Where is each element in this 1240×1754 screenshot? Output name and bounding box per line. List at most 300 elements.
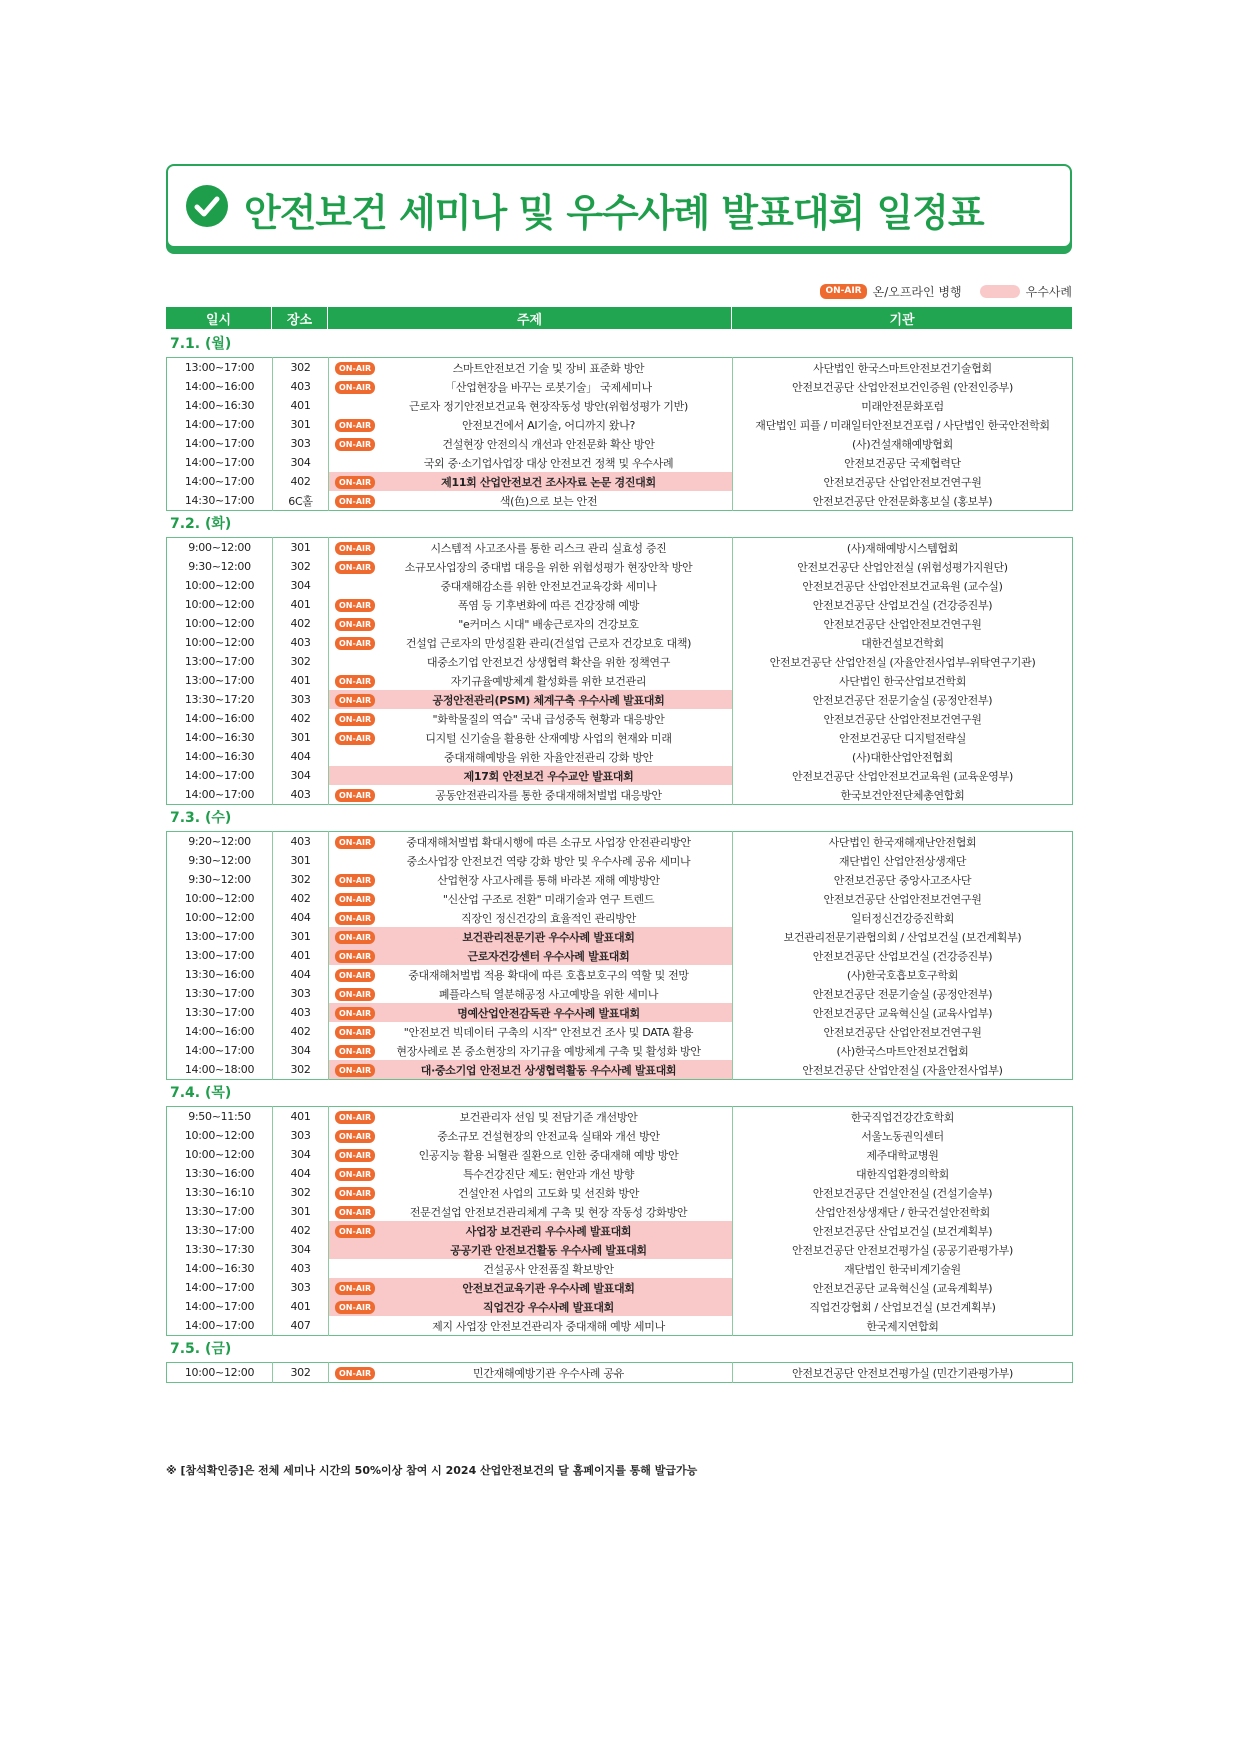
topic-cell <box>329 434 733 453</box>
topic-text: 중대재해감소를 위한 안전보건교육강화 세미나 <box>440 579 657 593</box>
onair-badge: ON-AIR <box>335 836 375 849</box>
time-cell: 14:00~16:00 <box>167 1022 273 1041</box>
org-cell: 안전보건공단 산업안전보건연구원 <box>823 475 982 489</box>
place-cell: 301 <box>273 538 329 558</box>
time-cell: 10:00~12:00 <box>167 1363 273 1383</box>
table-row <box>167 1022 1073 1041</box>
table-row <box>167 472 1073 491</box>
topic-text: "화학물질의 역습" 국내 급성중독 현황과 대응방안 <box>432 712 665 726</box>
table-row <box>167 927 1073 946</box>
onair-badge: ON-AIR <box>335 637 375 650</box>
table-row <box>167 614 1073 633</box>
table-row <box>167 633 1073 652</box>
place-cell: 402 <box>273 472 329 491</box>
topic-cell <box>329 453 733 472</box>
topic-text: 보건관리자 선임 및 전담기준 개선방안 <box>459 1110 638 1124</box>
org-cell: (사)한국호흡보호구학회 <box>846 968 959 982</box>
topic-text: 건설안전 사업의 고도화 및 선진화 방안 <box>457 1186 640 1200</box>
topic-cell <box>329 538 733 558</box>
place-cell: 301 <box>273 415 329 434</box>
title-box <box>166 164 1072 248</box>
place-cell: 402 <box>273 709 329 728</box>
day-heading: 7.2. (화) <box>170 516 232 532</box>
header-date: 일시 <box>166 307 272 329</box>
org-cell: (사)건설재해예방협회 <box>852 437 953 451</box>
topic-cell <box>329 946 733 965</box>
table-header <box>166 307 1072 329</box>
topic-cell <box>329 491 733 511</box>
topic-cell <box>329 1022 733 1041</box>
org-cell: 안전보건공단 산업보건실 (보건계획부) <box>812 1224 993 1238</box>
day-heading: 7.1. (월) <box>170 336 232 352</box>
topic-cell <box>329 595 733 614</box>
topic-text: "e커머스 시대" 배송근로자의 건강보호 <box>458 617 639 631</box>
onair-badge: ON-AIR <box>335 381 375 394</box>
place-cell: 303 <box>273 984 329 1003</box>
org-cell: 안전보건공단 산업안전보건교육원 (교육운영부) <box>792 769 1013 783</box>
table-row <box>167 1259 1073 1278</box>
onair-badge: ON-AIR <box>335 362 375 375</box>
table-row <box>167 1126 1073 1145</box>
time-cell: 10:00~12:00 <box>167 908 273 927</box>
time-cell: 14:00~17:00 <box>167 1297 273 1316</box>
schedule-table <box>166 357 1073 511</box>
place-cell: 304 <box>273 1145 329 1164</box>
time-cell: 14:00~17:00 <box>167 1316 273 1336</box>
org-cell: (사)한국스마트안전보건협회 <box>836 1044 969 1058</box>
topic-text: 중대재해처벌법 적용 확대에 따른 호흡보호구의 역할 및 전망 <box>408 968 689 982</box>
place-cell: 302 <box>273 1363 329 1383</box>
time-cell: 10:00~12:00 <box>167 576 273 595</box>
table-row <box>167 747 1073 766</box>
onair-badge: ON-AIR <box>335 893 375 906</box>
org-cell: 안전보건공단 디지털전략실 <box>838 731 967 745</box>
place-cell: 302 <box>273 870 329 889</box>
org-cell: 제주대학교병원 <box>866 1148 939 1162</box>
onair-badge: ON-AIR <box>335 1282 375 1295</box>
topic-text: 안전보건교육기관 우수사례 발표대회 <box>462 1281 635 1295</box>
org-cell: 사단법인 한국재해재난안전협회 <box>828 835 977 849</box>
onair-badge: ON-AIR <box>335 1168 375 1181</box>
place-cell: 404 <box>273 908 329 927</box>
time-cell: 13:00~17:00 <box>167 358 273 378</box>
org-cell: 안전보건공단 산업안전보건연구원 <box>823 712 982 726</box>
table-row <box>167 671 1073 690</box>
table-row <box>167 1041 1073 1060</box>
topic-text: 대·중소기업 안전보건 상생협력활동 우수사례 발표대회 <box>420 1063 677 1077</box>
org-cell: 안전보건공단 산업안전보건연구원 <box>823 892 982 906</box>
onair-badge: ON-AIR <box>335 1367 375 1380</box>
table-row <box>167 984 1073 1003</box>
place-cell: 304 <box>273 453 329 472</box>
topic-text: 건설공사 안전품질 확보방안 <box>483 1262 614 1276</box>
onair-badge: ON-AIR <box>335 789 375 802</box>
time-cell: 13:00~17:00 <box>167 671 273 690</box>
topic-cell <box>329 1221 733 1240</box>
topic-cell <box>329 1297 733 1316</box>
onair-badge: ON-AIR <box>335 419 375 432</box>
org-cell: 안전보건공단 산업안전실 (자율안전사업부) <box>802 1063 1003 1077</box>
org-cell: 한국제지연합회 <box>866 1319 939 1333</box>
highlight-swatch <box>980 285 1020 298</box>
place-cell: 303 <box>273 1126 329 1145</box>
onair-badge: ON-AIR <box>335 561 375 574</box>
topic-text: 직업건강 우수사례 발표대회 <box>483 1300 614 1314</box>
day-heading: 7.3. (수) <box>170 810 232 826</box>
time-cell: 14:00~17:00 <box>167 434 273 453</box>
topic-text: 색(色)으로 보는 안전 <box>499 494 598 508</box>
place-cell: 404 <box>273 1164 329 1183</box>
onair-badge: ON-AIR <box>335 988 375 1001</box>
topic-cell <box>329 709 733 728</box>
legend-highlight-label: 우수사례 <box>1025 285 1072 299</box>
table-row <box>167 1278 1073 1297</box>
org-cell: 서울노동권익센터 <box>861 1129 944 1143</box>
onair-badge: ON-AIR <box>335 931 375 944</box>
topic-text: 인공지능 활용 뇌혈관 질환으로 인한 중대재해 예방 방안 <box>418 1148 679 1162</box>
topic-text: 제11회 산업안전보건 조사자료 논문 경진대회 <box>441 475 656 489</box>
time-cell: 14:00~16:30 <box>167 396 273 415</box>
org-cell: 안전보건공단 산업안전실 (위험성평가지원단) <box>797 560 1008 574</box>
topic-text: 중대재해예방을 위한 자율안전관리 강화 방안 <box>444 750 653 764</box>
topic-cell <box>329 766 733 785</box>
table-row <box>167 453 1073 472</box>
time-cell: 9:50~11:50 <box>167 1107 273 1127</box>
onair-badge: ON-AIR <box>335 495 375 508</box>
table-row <box>167 557 1073 576</box>
place-cell: 302 <box>273 1060 329 1080</box>
place-cell: 401 <box>273 946 329 965</box>
time-cell: 13:30~16:00 <box>167 965 273 984</box>
page-title: 안전보건 세미나 및 우수사례 발표대회 일정표 <box>244 191 984 235</box>
table-row <box>167 1316 1073 1336</box>
place-cell: 303 <box>273 1278 329 1297</box>
table-row <box>167 377 1073 396</box>
topic-cell <box>329 1259 733 1278</box>
onair-badge: ON-AIR <box>335 438 375 451</box>
place-cell: 402 <box>273 889 329 908</box>
topic-text: 보건관리전문기관 우수사례 발표대회 <box>462 930 635 944</box>
onair-badge: ON-AIR <box>335 1301 375 1314</box>
onair-badge: ON-AIR <box>335 713 375 726</box>
table-row <box>167 1145 1073 1164</box>
time-cell: 10:00~12:00 <box>167 1126 273 1145</box>
org-cell: 안전보건공단 안전문화홍보실 (홍보부) <box>812 494 993 508</box>
place-cell: 303 <box>273 434 329 453</box>
topic-text: 산업현장 사고사례를 통해 바라본 재해 예방방안 <box>437 873 660 887</box>
place-cell: 304 <box>273 1240 329 1259</box>
onair-badge: ON-AIR <box>335 1064 375 1077</box>
table-row <box>167 870 1073 889</box>
table-row <box>167 1363 1073 1383</box>
org-cell: 안전보건공단 전문기술실 (공정안전부) <box>812 987 993 1001</box>
topic-text: 「산업현장을 바꾸는 로봇기술」 국제세미나 <box>445 380 652 394</box>
place-cell: 401 <box>273 671 329 690</box>
place-cell: 403 <box>273 633 329 652</box>
topic-cell <box>329 908 733 927</box>
topic-text: "안전보건 빅데이터 구축의 시작" 안전보건 조사 및 DATA 활용 <box>403 1025 694 1039</box>
schedule-table <box>166 537 1073 805</box>
org-cell: 미래안전문화포럼 <box>861 399 944 413</box>
topic-cell <box>329 1316 733 1336</box>
legend-onair-label: 온/오프라인 병행 <box>872 285 962 299</box>
place-cell: 304 <box>273 766 329 785</box>
topic-text: 스마트안전보건 기술 및 장비 표준화 방안 <box>452 361 645 375</box>
place-cell: 404 <box>273 747 329 766</box>
place-cell: 301 <box>273 1202 329 1221</box>
topic-cell <box>329 1183 733 1202</box>
table-row <box>167 1221 1073 1240</box>
day-heading: 7.4. (목) <box>170 1085 232 1101</box>
time-cell: 13:00~17:00 <box>167 946 273 965</box>
place-cell: 302 <box>273 358 329 378</box>
onair-badge: ON-AIR <box>335 912 375 925</box>
org-cell: 안전보건공단 안전보건평가실 (민간기관평가부) <box>792 1366 1013 1380</box>
place-cell: 407 <box>273 1316 329 1336</box>
day-heading: 7.5. (금) <box>170 1341 232 1357</box>
topic-text: 중소규모 건설현장의 안전교육 실태와 개선 방안 <box>437 1129 660 1143</box>
table-row <box>167 889 1073 908</box>
time-cell: 14:00~16:30 <box>167 1259 273 1278</box>
time-cell: 14:00~17:00 <box>167 1278 273 1297</box>
time-cell: 14:00~16:30 <box>167 728 273 747</box>
time-cell: 14:00~18:00 <box>167 1060 273 1080</box>
org-cell: (사)대한산업안전협회 <box>852 750 953 764</box>
table-row <box>167 1164 1073 1183</box>
org-cell: 일터정신건강증진학회 <box>850 911 955 925</box>
org-cell: 안전보건공단 건설안전실 (건설기술부) <box>812 1186 993 1200</box>
org-cell: 안전보건공단 산업안전실 (자율안전사업부-위탁연구기관) <box>769 655 1036 669</box>
onair-badge: ON-AIR <box>335 618 375 631</box>
topic-cell <box>329 870 733 889</box>
time-cell: 9:30~12:00 <box>167 851 273 870</box>
place-cell: 304 <box>273 1041 329 1060</box>
place-cell: 401 <box>273 396 329 415</box>
legend <box>820 283 1072 300</box>
org-cell: 재단법인 산업안전상생재단 <box>838 854 967 868</box>
topic-cell <box>329 1164 733 1183</box>
onair-badge: ON-AIR <box>335 874 375 887</box>
onair-badge: ON-AIR <box>335 1225 375 1238</box>
topic-cell <box>329 984 733 1003</box>
topic-cell <box>329 576 733 595</box>
time-cell: 9:20~12:00 <box>167 832 273 852</box>
onair-badge: ON-AIR <box>335 476 375 489</box>
topic-cell <box>329 965 733 984</box>
table-row <box>167 1060 1073 1080</box>
place-cell: 402 <box>273 614 329 633</box>
topic-cell <box>329 358 733 378</box>
schedule-sections <box>166 331 1072 1383</box>
topic-text: 제지 사업장 안전보건관리자 중대재해 예방 세미나 <box>432 1319 665 1333</box>
topic-text: 폭염 등 기후변화에 따른 건강장해 예방 <box>457 598 640 612</box>
place-cell: 402 <box>273 1221 329 1240</box>
place-cell: 6C홀 <box>273 491 329 511</box>
place-cell: 403 <box>273 785 329 805</box>
time-cell: 14:00~17:00 <box>167 453 273 472</box>
onair-badge: ON-AIR <box>335 950 375 963</box>
time-cell: 13:30~16:00 <box>167 1164 273 1183</box>
time-cell: 13:30~16:10 <box>167 1183 273 1202</box>
onair-badge: ON-AIR <box>335 1130 375 1143</box>
org-cell: 안전보건공단 산업안전보건연구원 <box>823 1025 982 1039</box>
schedule-table <box>166 831 1073 1080</box>
place-cell: 404 <box>273 965 329 984</box>
place-cell: 302 <box>273 557 329 576</box>
header-topic: 주제 <box>328 307 732 329</box>
time-cell: 13:30~17:00 <box>167 1202 273 1221</box>
topic-cell <box>329 851 733 870</box>
org-cell: (사)재해예방시스템협회 <box>846 541 959 555</box>
table-row <box>167 946 1073 965</box>
onair-badge: ON-AIR <box>335 1206 375 1219</box>
table-row <box>167 595 1073 614</box>
table-row <box>167 851 1073 870</box>
topic-cell <box>329 1041 733 1060</box>
topic-cell <box>329 1202 733 1221</box>
topic-cell <box>329 1003 733 1022</box>
table-row <box>167 1107 1073 1127</box>
org-cell: 재단법인 한국비계기술원 <box>844 1262 961 1276</box>
topic-text: 중대재해처벌법 확대시행에 따른 소규모 사업장 안전관리방안 <box>406 835 691 849</box>
org-cell: 안전보건공단 산업안전보건연구원 <box>823 617 982 631</box>
org-cell: 대한직업환경의학회 <box>856 1167 949 1181</box>
org-cell: 사단법인 한국산업보건학회 <box>838 674 967 688</box>
place-cell: 301 <box>273 927 329 946</box>
topic-text: 자기규율예방체계 활성화를 위한 보건관리 <box>450 674 647 688</box>
time-cell: 13:00~17:00 <box>167 652 273 671</box>
topic-cell <box>329 889 733 908</box>
onair-badge: ON-AIR <box>335 1149 375 1162</box>
time-cell: 9:30~12:00 <box>167 557 273 576</box>
place-cell: 403 <box>273 1003 329 1022</box>
place-cell: 402 <box>273 1022 329 1041</box>
topic-cell <box>329 396 733 415</box>
place-cell: 301 <box>273 728 329 747</box>
time-cell: 9:30~12:00 <box>167 870 273 889</box>
time-cell: 13:00~17:00 <box>167 927 273 946</box>
topic-cell <box>329 747 733 766</box>
check-circle-icon <box>186 185 228 227</box>
time-cell: 10:00~12:00 <box>167 889 273 908</box>
topic-cell <box>329 832 733 852</box>
topic-text: 근로자 정기안전보건교육 현장작동성 방안(위험성평가 기반) <box>409 399 688 413</box>
time-cell: 10:00~12:00 <box>167 633 273 652</box>
table-row <box>167 538 1073 558</box>
footnote: ※ [참석확인증]은 전체 세미나 시간의 50%이상 참여 시 2024 산업안전보건의 달 홈페이지를 통해 발급가능 <box>166 1464 698 1477</box>
org-cell: 안전보건공단 교육혁신실 (교육계획부) <box>812 1281 993 1295</box>
place-cell: 302 <box>273 1183 329 1202</box>
onair-badge: ON-AIR <box>335 1187 375 1200</box>
table-row <box>167 1202 1073 1221</box>
time-cell: 10:00~12:00 <box>167 1145 273 1164</box>
time-cell: 14:00~16:30 <box>167 747 273 766</box>
topic-text: 디지털 신기술을 활용한 산재예방 사업의 현재와 미래 <box>425 731 672 745</box>
topic-text: 소규모사업장의 중대법 대응을 위한 위험성평가 현장안착 방안 <box>404 560 693 574</box>
time-cell: 14:00~17:00 <box>167 415 273 434</box>
org-cell: 안전보건공단 산업보건실 (건강증진부) <box>812 949 993 963</box>
topic-text: 폐플라스틱 열분해공정 사고예방을 위한 세미나 <box>438 987 659 1001</box>
topic-cell <box>329 1145 733 1164</box>
place-cell: 303 <box>273 690 329 709</box>
time-cell: 14:00~17:00 <box>167 785 273 805</box>
onair-badge: ON-AIR <box>335 969 375 982</box>
table-row <box>167 1003 1073 1022</box>
onair-badge: ON-AIR <box>335 732 375 745</box>
org-cell: 한국직업건강간호학회 <box>850 1110 955 1124</box>
time-cell: 13:30~17:20 <box>167 690 273 709</box>
onair-badge: ON-AIR <box>335 1111 375 1124</box>
table-row <box>167 1240 1073 1259</box>
time-cell: 14:00~17:00 <box>167 472 273 491</box>
table-row <box>167 709 1073 728</box>
org-cell: 안전보건공단 산업안전보건인증원 (안전인증부) <box>792 380 1013 394</box>
topic-cell <box>329 1363 733 1383</box>
topic-text: 공공기관 안전보건활동 우수사례 발표대회 <box>450 1243 647 1257</box>
place-cell: 403 <box>273 377 329 396</box>
topic-text: 중소사업장 안전보건 역량 강화 방안 및 우수사례 공유 세미나 <box>406 854 691 868</box>
topic-text: 건설현장 안전의식 개선과 안전문화 확산 방안 <box>442 437 655 451</box>
table-row <box>167 785 1073 805</box>
table-row <box>167 908 1073 927</box>
time-cell: 14:00~17:00 <box>167 1041 273 1060</box>
topic-cell <box>329 377 733 396</box>
topic-cell <box>329 1278 733 1297</box>
topic-text: 공동안전관리자를 통한 중대재해처벌법 대응방안 <box>435 788 662 802</box>
topic-cell <box>329 614 733 633</box>
table-row <box>167 491 1073 511</box>
org-cell: 안전보건공단 국제협력단 <box>844 456 961 470</box>
place-cell: 401 <box>273 1107 329 1127</box>
onair-badge: ON-AIR <box>335 694 375 707</box>
org-cell: 안전보건공단 산업보건실 (건강증진부) <box>812 598 993 612</box>
time-cell: 13:30~17:00 <box>167 984 273 1003</box>
place-cell: 401 <box>273 1297 329 1316</box>
topic-cell <box>329 472 733 491</box>
topic-text: 시스템적 사고조사를 통한 리스크 관리 실효성 증진 <box>430 541 667 555</box>
time-cell: 13:30~17:00 <box>167 1221 273 1240</box>
time-cell: 14:30~17:00 <box>167 491 273 511</box>
onair-badge: ON-AIR <box>335 599 375 612</box>
onair-badge: ON-AIR <box>335 542 375 555</box>
place-cell: 401 <box>273 595 329 614</box>
time-cell: 14:00~16:00 <box>167 709 273 728</box>
schedule-table <box>166 1362 1073 1383</box>
topic-text: 제17회 안전보건 우수교안 발표대회 <box>463 769 634 783</box>
topic-text: 전문건설업 안전보건관리체계 구축 및 현장 작동성 강화방안 <box>409 1205 688 1219</box>
schedule-table <box>166 1106 1073 1336</box>
topic-text: 명예산업안전감독관 우수사례 발표대회 <box>457 1006 640 1020</box>
topic-text: 민간재해예방기관 우수사례 공유 <box>473 1366 624 1380</box>
table-row <box>167 415 1073 434</box>
org-cell: 안전보건공단 중앙사고조사단 <box>833 873 972 887</box>
table-row <box>167 576 1073 595</box>
time-cell: 10:00~12:00 <box>167 614 273 633</box>
topic-text: "신산업 구조로 전환" 미래기술과 연구 트렌드 <box>442 892 655 906</box>
org-cell: 보건관리전문기관협의회 / 산업보건실 (보건계획부) <box>783 930 1022 944</box>
org-cell: 재단법인 피플 / 미래일터안전보건포럼 / 사단법인 한국안전학회 <box>755 418 1050 432</box>
time-cell: 9:00~12:00 <box>167 538 273 558</box>
topic-text: 안전보건에서 AI기술, 어디까지 왔나? <box>461 418 636 432</box>
place-cell: 301 <box>273 851 329 870</box>
org-cell: 직업건강협회 / 산업보건실 (보건계획부) <box>809 1300 996 1314</box>
topic-cell <box>329 785 733 805</box>
org-cell: 안전보건공단 산업안전보건교육원 (교수실) <box>802 579 1003 593</box>
topic-text: 공정안전관리(PSM) 체계구축 우수사례 발표대회 <box>432 693 665 707</box>
place-cell: 403 <box>273 832 329 852</box>
table-row <box>167 652 1073 671</box>
time-cell: 10:00~12:00 <box>167 595 273 614</box>
